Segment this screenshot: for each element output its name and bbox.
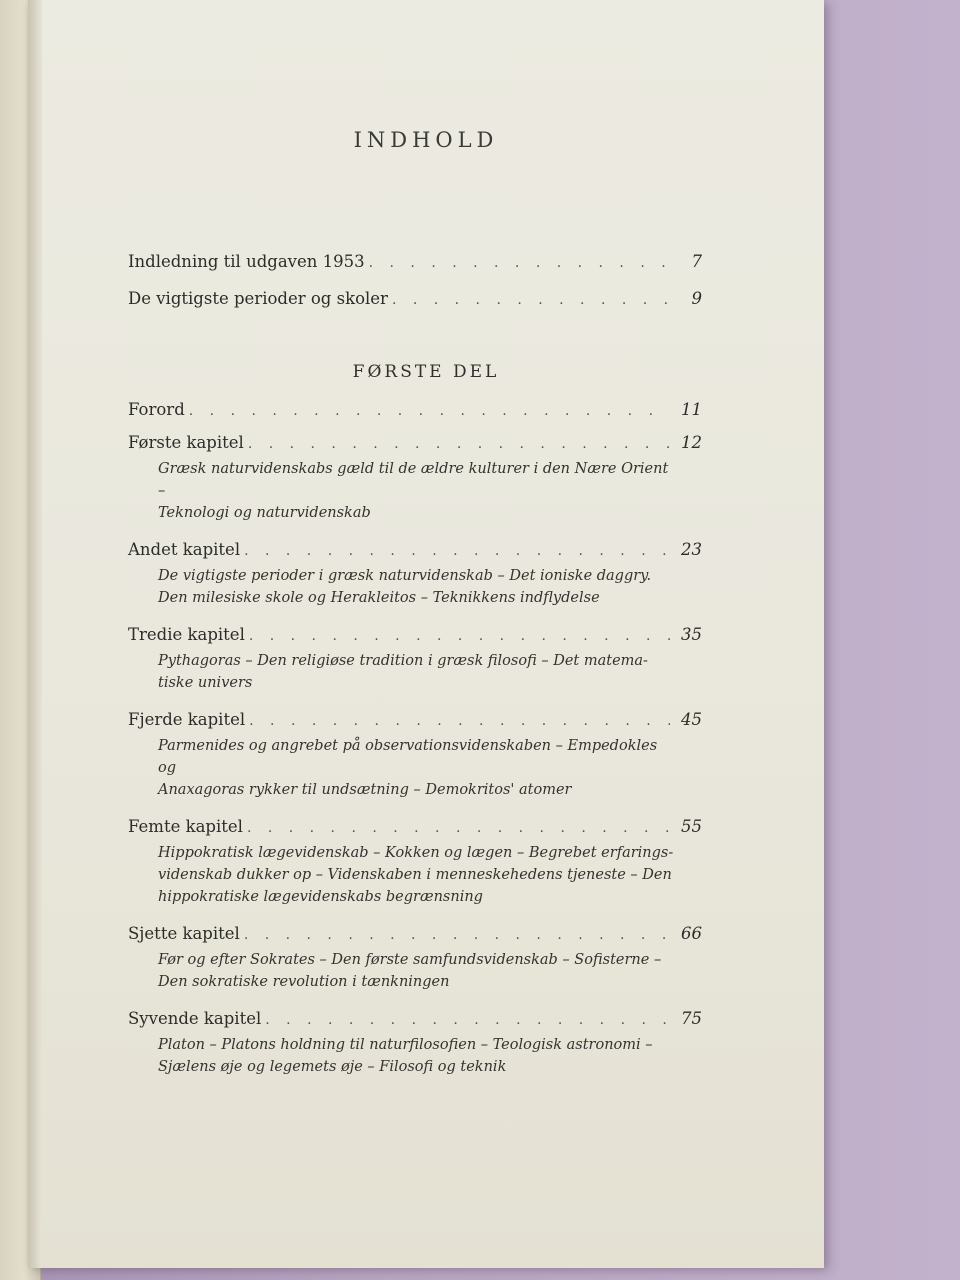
chapter-description [158,949,676,993]
chapter-description [158,650,676,694]
chapter-block [128,400,702,419]
chapter-block [128,625,702,694]
toc-entry [128,400,702,419]
toc-entry [128,289,702,308]
description-line: Før og efter Sokrates – Den første samfundsvidenskab – Sofisterne – [158,952,662,968]
dot-leader [247,820,670,836]
description-line: Teknologi og naturvidenskab [158,505,371,521]
toc-entry [128,433,702,452]
toc-entry [128,924,702,943]
chapter-label: Sjette kapitel [128,924,240,943]
dot-leader [392,292,670,308]
entry-label: De vigtigste perioder og skoler [128,289,388,308]
description-line: Parmenides og angrebet på observationsvidenskaben – Empedokles og [158,738,658,776]
book-page [28,0,824,1268]
chapter-page: 75 [681,1009,702,1028]
chapter-list [128,400,702,1094]
toc-entry [128,625,702,644]
description-line: De vigtigste perioder i græsk naturvidenskab – Det ioniske daggry. [158,568,652,584]
chapter-page: 12 [681,433,702,452]
chapter-page: 45 [681,710,702,729]
chapter-page: 11 [681,400,702,419]
chapter-block [128,1009,702,1078]
chapter-page: 66 [681,924,702,943]
dot-leader [265,1012,670,1028]
toc-entry [128,710,702,729]
description-line: Den sokratiske revolution i tænkningen [158,974,450,990]
description-line: Anaxagoras rykker til undsætning – Demokritos' atomer [158,782,572,798]
entry-page: 7 [691,252,702,271]
chapter-description [158,842,676,908]
dot-leader [244,543,670,559]
chapter-label: Syvende kapitel [128,1009,262,1028]
chapter-block [128,710,702,801]
chapter-label: Andet kapitel [128,540,241,559]
dot-leader [248,436,670,452]
dot-leader [189,403,670,419]
chapter-description [158,458,676,524]
toc-heading: INDHOLD [353,128,499,152]
description-line: Pythagoras – Den religiøse tradition i græsk filosofi – Det matema- [158,653,648,669]
description-line: Platon – Platons holdning til naturfilosofien – Teologisk astronomi – [158,1037,653,1053]
chapter-label: Første kapitel [128,433,244,452]
chapter-block [128,817,702,908]
chapter-label: Tredie kapitel [128,625,245,644]
chapter-description [158,735,676,801]
description-line: hippokratiske lægevidenskabs begrænsning [158,889,483,905]
dot-leader [249,628,670,644]
chapter-page: 35 [681,625,702,644]
dot-leader [249,713,670,729]
description-line: videnskab dukker op – Videnskaben i menneskehedens tjeneste – Den [158,867,672,883]
description-line: tiske univers [158,675,253,691]
toc-entry [128,1009,702,1028]
description-line: Hippokratisk lægevidenskab – Kokken og lægen – Begrebet erfarings- [158,845,674,861]
chapter-label: Forord [128,400,185,419]
chapter-page: 55 [681,817,702,836]
description-line: Den milesiske skole og Herakleitos – Teknikkens indflydelse [158,590,600,606]
front-matter-list [128,252,702,308]
chapter-page: 23 [681,540,702,559]
chapter-description [158,565,676,609]
chapter-block [128,924,702,993]
chapter-label: Femte kapitel [128,817,243,836]
chapter-description [158,1034,676,1078]
toc-entry [128,817,702,836]
description-line: Græsk naturvidenskabs gæld til de ældre kulturer i den Nære Orient – [158,461,669,499]
chapter-label: Fjerde kapitel [128,710,246,729]
dot-leader [369,255,670,271]
entry-page: 9 [691,289,702,308]
entry-label: Indledning til udgaven 1953 [128,252,365,271]
description-line: Sjælens øje og legemets øje – Filosofi og teknik [158,1059,507,1075]
toc-entry [128,252,702,271]
chapter-block [128,433,702,524]
toc-entry [128,540,702,559]
dot-leader [244,927,670,943]
page-gutter [28,0,42,1268]
part-heading: FØRSTE DEL [352,362,500,382]
chapter-block [128,540,702,609]
